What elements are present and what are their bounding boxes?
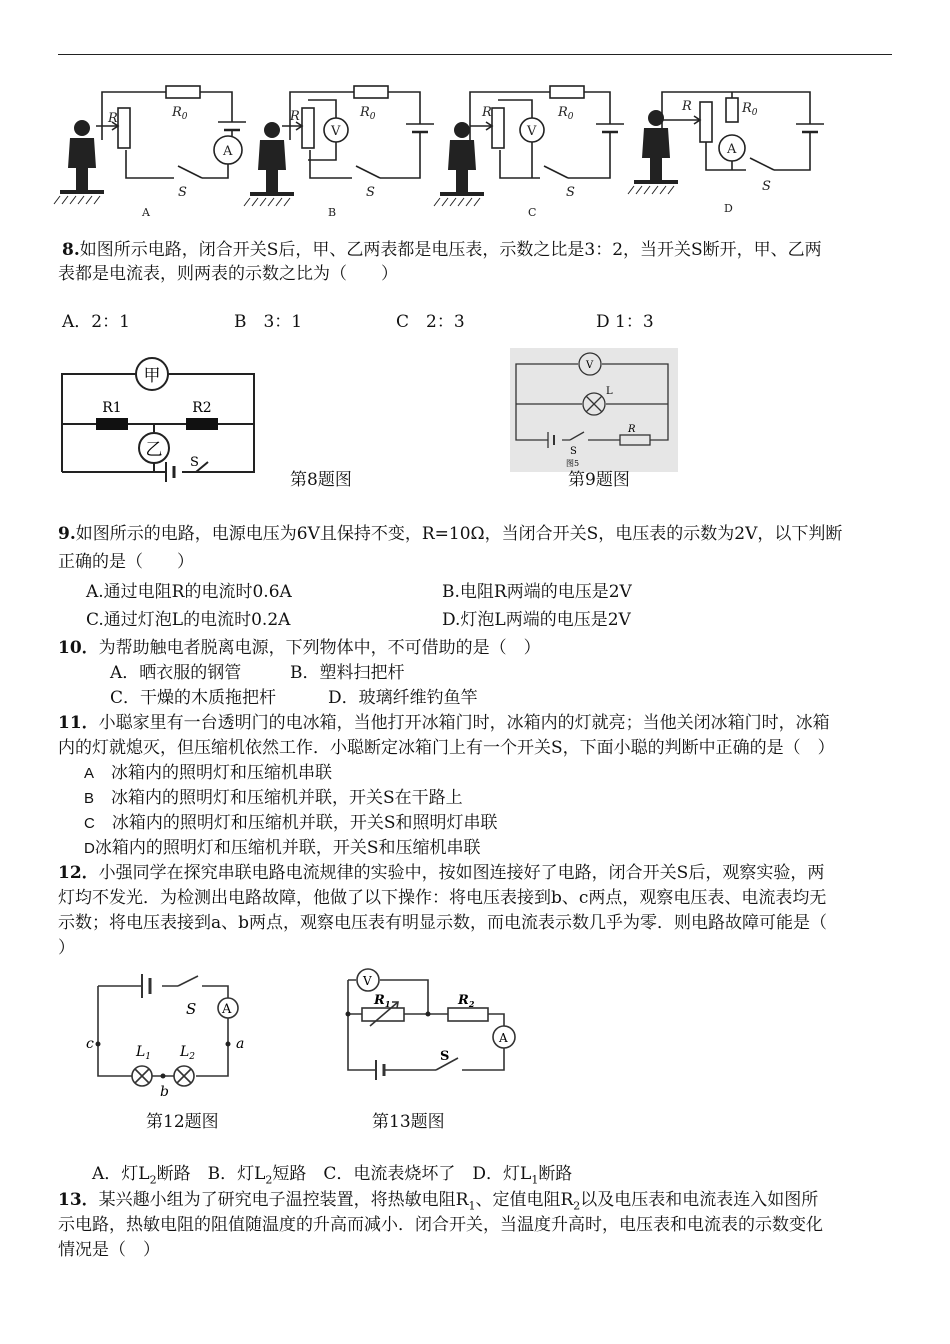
q9-line1: [58, 522, 842, 546]
q13-stem-1c: 、定值电阻R: [475, 1190, 574, 1210]
q8-stem-1: 如图所示电路，闭合开关S后，甲、乙两表都是电压表，示数之比是3：2，当开关S断开，甲、乙两: [79, 240, 822, 260]
q12-line1: [58, 861, 824, 885]
l2-label: $L_2$: [180, 1044, 196, 1062]
q12-stem-1: 小强同学在探究串联电路电流规律的实验中，按如图连接好了电路，闭合开关S后，观察实验，两: [98, 863, 825, 883]
r0-label: $R_0$: [558, 105, 574, 122]
l1-label: $L_1$: [136, 1044, 152, 1062]
ammeter-label: A: [727, 142, 737, 157]
q13-caption: 第13题图: [372, 1112, 445, 1132]
q8-number: 8.: [62, 240, 80, 260]
q10-stem: [58, 636, 541, 660]
ammeter-label: A: [222, 1002, 232, 1017]
q12-line2: 灯均不发光．为检测出电路故障，他做了以下操作：将电压表接到b、c两点，观察电压表、电流表均无: [58, 888, 827, 908]
q13-line3: 情况是（ ）: [58, 1240, 160, 1260]
q11-option-d-text: 冰箱内的照明灯和压缩机并联，开关S和压缩机串联: [94, 838, 481, 858]
meter-yi-label: 乙: [145, 440, 163, 460]
figure-letter-b: B: [328, 206, 337, 219]
rheostat-label: R: [108, 111, 118, 126]
q10-option-a: A．晒衣服的钢管: [110, 663, 242, 683]
q10-stem-text: 为帮助触电者脱离电源，下列物体中，不可借助的是（ ）: [98, 638, 541, 658]
q8-line1: [62, 238, 822, 262]
switch-label: S: [570, 446, 577, 457]
q11-option-b-letter: B: [84, 790, 95, 807]
q12-line3: 示数；将电压表接到a、b两点，观察电压表有明显示数，而电流表示数几乎为零．则电路故障可能是（: [58, 913, 828, 933]
q11-line2: 内的灯就熄灭，但压缩机依然工作．小聪断定冰箱门上有一个开关S，下面小聪的判断中正确的是（ ）: [58, 738, 835, 758]
q12-opt-a-pre: A．灯: [92, 1164, 139, 1184]
figure-letter-c: C: [528, 206, 537, 219]
point-b-label: b: [160, 1084, 169, 1100]
q8-option-b: B 3：1: [234, 312, 303, 332]
q10-option-b: B．塑料扫把杆: [290, 663, 405, 683]
rheostat-label: R: [682, 99, 692, 114]
point-a-label: a: [236, 1036, 245, 1052]
q11-option-c-letter: C: [84, 815, 95, 832]
q10-number: 10．: [58, 638, 99, 658]
q12-opt-b-sub: 2: [265, 1173, 273, 1187]
q11-option-b: [84, 786, 463, 811]
q11-line1: [58, 711, 830, 735]
q9-option-c: C.通过灯泡L的电流时0.2A: [86, 610, 291, 630]
person-icon: [60, 110, 678, 196]
switch-label: S: [440, 1049, 450, 1064]
q11-number: 11．: [58, 713, 99, 733]
r1-label: R1: [102, 400, 122, 416]
lamp-label: L: [606, 386, 613, 397]
r2-label: $R_2$: [458, 993, 475, 1009]
q9-stem-1: 如图所示的电路，电源电压为6V且保持不变，R=10Ω，当闭合开关S，电压表的示数为2V，以下判断: [75, 524, 843, 544]
resistor-label: R: [628, 424, 636, 435]
figure-person-circuits: [0, 0, 950, 230]
q8-caption: 第8题图: [290, 470, 352, 490]
q12-opt-b-pre: 断路 B．灯: [156, 1164, 255, 1184]
figure-letter-d: D: [724, 202, 733, 215]
q12-number: 12．: [58, 863, 99, 883]
q12-circuit-figure: [86, 968, 256, 1098]
q9-option-a: A.通过电阻R的电流时0.6A: [86, 582, 292, 602]
q9-caption: 第9题图: [568, 470, 630, 490]
q8-line2: 表都是电流表，则两表的示数之比为（ ）: [58, 264, 398, 284]
q11-option-a-text: 冰箱内的照明灯和压缩机串联: [111, 763, 333, 783]
q11-option-c-text: 冰箱内的照明灯和压缩机并联，开关S和照明灯串联: [111, 813, 498, 833]
q10-option-c: C．干燥的木质拖把杆: [110, 688, 277, 708]
q12-opt-a-sub: 2: [149, 1173, 157, 1187]
q11-option-a: [84, 761, 332, 786]
switch-label: S: [366, 185, 375, 200]
r1-label: $R_1$: [374, 993, 391, 1009]
point-c-label: c: [86, 1036, 94, 1052]
q12-opt-b-lamp: L: [254, 1164, 266, 1184]
q11-option-b-text: 冰箱内的照明灯和压缩机并联，开关S在干路上: [111, 788, 463, 808]
switch-label: S: [178, 185, 187, 200]
figure-letter-a: A: [142, 206, 150, 219]
q9-number: 9.: [58, 524, 76, 544]
q12-opt-a-lamp: L: [138, 1164, 150, 1184]
voltmeter-label: V: [586, 360, 594, 371]
q9-option-d: D.灯泡L两端的电压是2V: [442, 610, 631, 630]
q11-stem-1: 小聪家里有一台透明门的电冰箱，当他打开冰箱门时，冰箱内的灯就亮；当他关闭冰箱门时，冰箱: [98, 713, 830, 733]
q8-circuit-figure: [56, 352, 276, 492]
q12-opt-d-lamp: L: [520, 1164, 532, 1184]
q12-opt-d-post: 断路: [538, 1164, 573, 1184]
rheostat-label: R: [290, 109, 300, 124]
meter-jia-label: 甲: [143, 366, 161, 386]
q9-option-b: B.电阻R两端的电压是2V: [442, 582, 632, 602]
q9-line2: 正确的是（ ）: [58, 552, 194, 572]
q13-circuit-figure: [340, 960, 530, 1080]
ammeter-label: A: [223, 144, 233, 159]
voltmeter-label: V: [331, 124, 341, 139]
q8-option-c: C 2：3: [396, 312, 465, 332]
q11-option-d: [84, 836, 481, 861]
q10-option-d: D．玻璃纤维钓鱼竿: [328, 688, 478, 708]
switch-label: S: [186, 1000, 197, 1018]
r2-label: R2: [192, 400, 212, 416]
figure-number-label: 图5: [566, 459, 580, 468]
q13-line2: 示电路，热敏电阻的阻值随温度的升高而减小．闭合开关，当温度升高时，电压表和电流表的示数变化: [58, 1215, 823, 1235]
q11-option-d-letter: D: [84, 840, 95, 857]
switch-label: S: [190, 455, 199, 470]
ammeter-label: A: [499, 1031, 508, 1045]
q8-option-a: A．2：1: [62, 312, 130, 332]
q12-opt-d-sub: 1: [531, 1173, 539, 1187]
rheostat-label: R: [482, 105, 492, 120]
q9-circuit-figure: [510, 348, 678, 472]
r0-label: $R_0$: [360, 105, 376, 122]
q13-r2-sub: 2: [573, 1199, 581, 1213]
q13-stem-1a: 某兴趣小组为了研究电子温控装置，将热敏电阻R: [98, 1190, 469, 1210]
q12-caption: 第12题图: [146, 1112, 219, 1132]
voltmeter-label: V: [363, 974, 372, 988]
q11-option-c: [84, 811, 498, 836]
q13-stem-1e: 以及电压表和电流表连入如图所: [580, 1190, 819, 1210]
switch-label: S: [762, 179, 771, 194]
switch-label: S: [566, 185, 575, 200]
q12-line4: ）: [58, 938, 75, 958]
q13-r1-sub: 1: [468, 1199, 476, 1213]
q12-opt-cd-text: 短路 C．电流表烧坏了 D．灯: [272, 1164, 521, 1184]
q8-option-d: D 1：3: [596, 312, 654, 332]
voltmeter-label: V: [527, 124, 537, 139]
r0-label: $R_0$: [172, 105, 188, 122]
q11-option-a-letter: A: [84, 765, 95, 782]
q13-number: 13．: [58, 1190, 99, 1210]
r0-label: $R_0$: [742, 101, 758, 118]
